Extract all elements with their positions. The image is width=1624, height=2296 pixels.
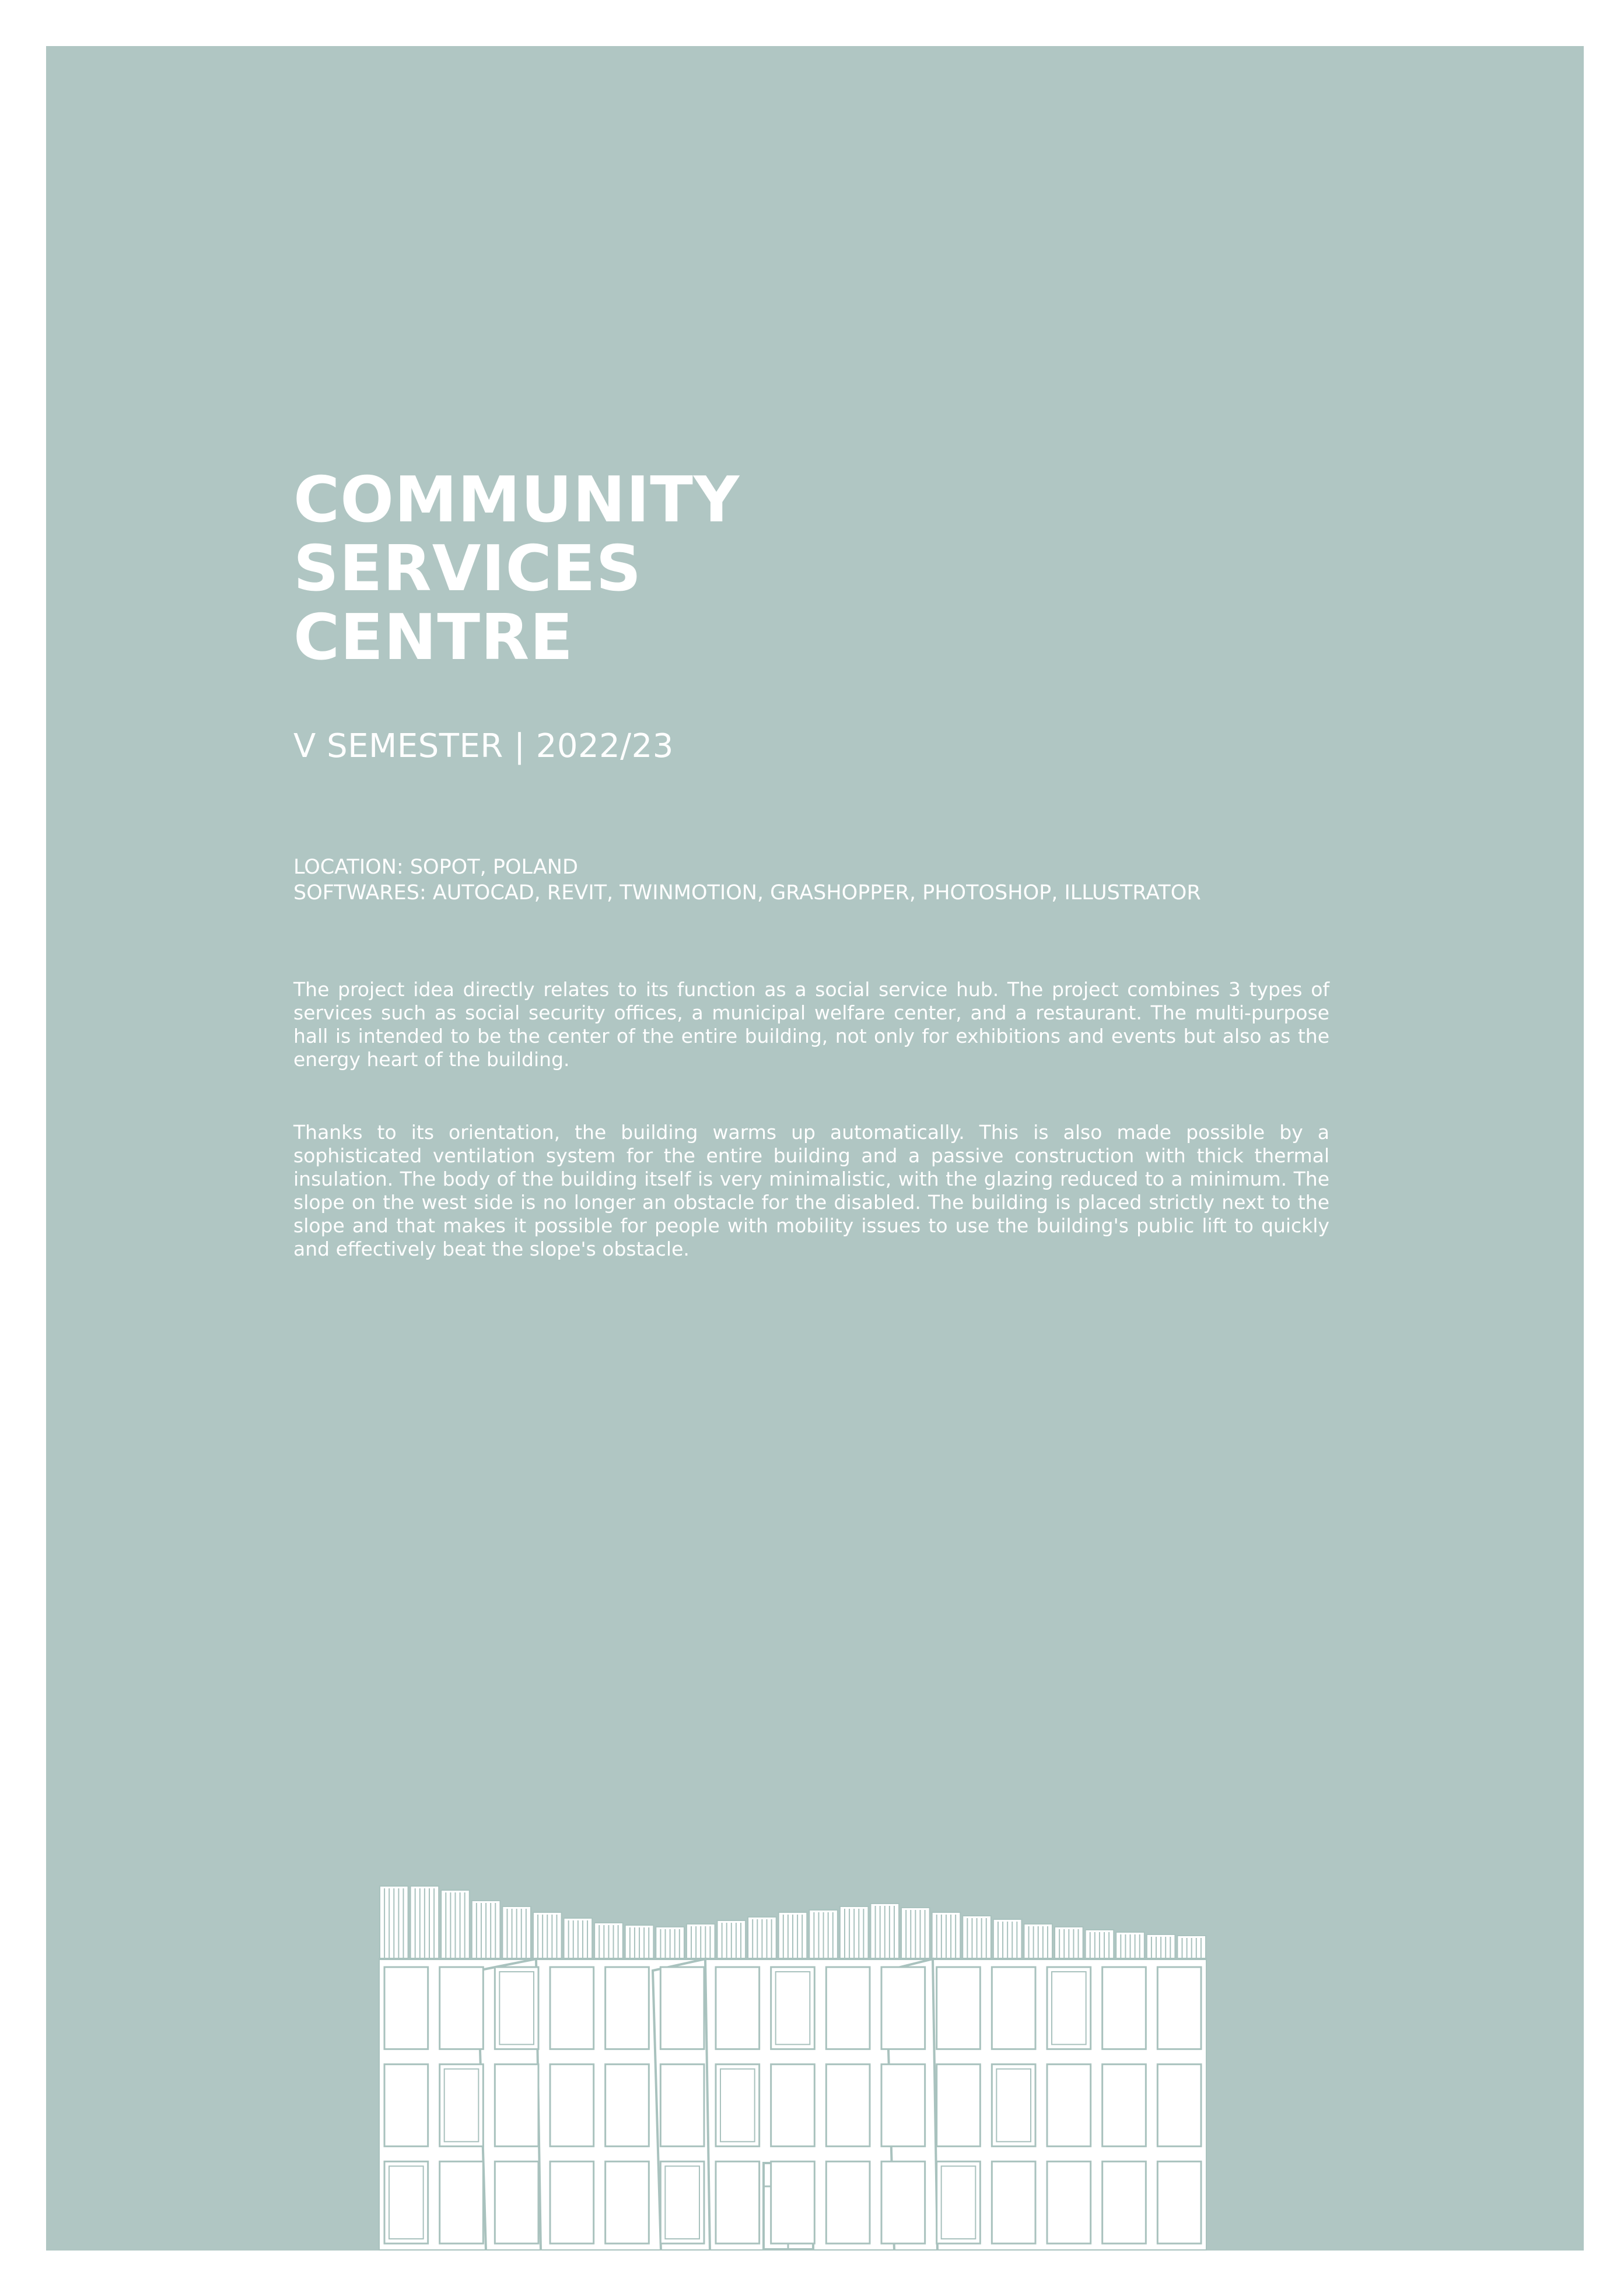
title-line-3: CENTRE — [293, 601, 574, 674]
softwares-line: SOFTWARES: AUTOCAD, REVIT, TWINMOTION, GRASHOPPER, PHOTOSHOP, ILLUSTRATOR — [293, 881, 1201, 905]
location-line: LOCATION: SOPOT, POLAND — [293, 856, 578, 879]
facade-windows — [384, 1967, 1201, 2244]
project-meta — [293, 854, 1201, 906]
description-paragraph-2: Thanks to its orientation, the building warms up automatically. This is also made possible by a sophisticated ventilation system for the entire building and a passive construction with thick thermal insulation. The body of the building itself is very minimalistic, with the glazing reduced to a minimum. The slope on the west side is no longer an obstacle for the disabled. The building is placed strictly next to the slope and that makes it possible for people with mobility issues to use the building's public lift to quickly and effectively beat the slope's obstacle. — [293, 1121, 1329, 1260]
project-title — [293, 466, 740, 672]
title-line-2: SERVICES — [293, 532, 642, 605]
semester-subtitle: V SEMESTER | 2022/23 — [293, 727, 674, 765]
title-line-1: COMMUNITY — [293, 464, 740, 537]
roof-fins — [380, 1886, 1206, 1959]
building-elevation-drawing — [379, 1883, 1207, 2251]
description-paragraph-1: The project idea directly relates to its function as a social service hub. The project combines 3 types of services such as social security offices, a municipal welfare center, and a restaurant. The multi-purpose hall is intended to be the center of the entire building, not only for exhibitions and events but also as the energy heart of the building. — [293, 978, 1329, 1071]
cover-panel — [46, 46, 1584, 2251]
